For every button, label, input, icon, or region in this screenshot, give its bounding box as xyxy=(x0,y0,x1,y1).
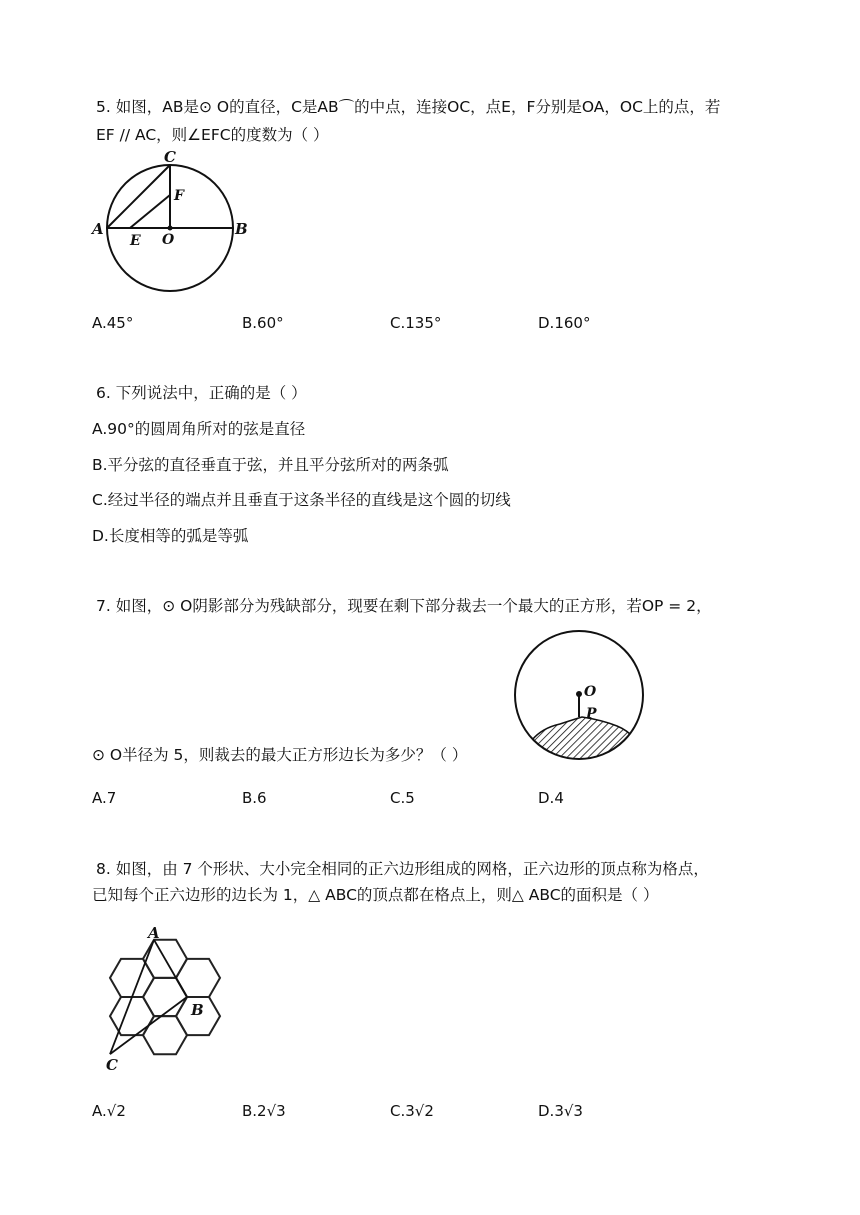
q6-option-b[interactable]: B.平分弦的直径垂直于弦，并且平分弦所对的两条弧 xyxy=(92,456,449,474)
q7-stem-line2: ⊙ O半径为 5，则裁去的最大正方形边长为多少？（ ） xyxy=(92,746,468,764)
q7-option-a[interactable]: A.7 xyxy=(92,789,117,807)
q7-option-b[interactable]: B.6 xyxy=(242,789,267,807)
label-o: O xyxy=(584,684,597,700)
q7-option-c[interactable]: C.5 xyxy=(390,789,415,807)
q5-stem-line2: EF // AC，则∠EFC的度数为（ ） xyxy=(96,126,329,144)
q5-stem-line1: 5. 如图，AB是⊙ O的直径，C是AB⌒的中点，连接OC，点E，F分别是OA，OC上的点，若 xyxy=(96,98,721,116)
q7-option-d[interactable]: D.4 xyxy=(538,789,564,807)
q7-figure-circle-diagram xyxy=(512,628,648,764)
q8-option-a[interactable]: A.√2 xyxy=(92,1102,126,1120)
label-a: A xyxy=(92,220,104,238)
q6-option-a[interactable]: A.90°的圆周角所对的弦是直径 xyxy=(92,420,306,438)
q5-option-d[interactable]: D.160° xyxy=(538,314,591,332)
q8-option-d[interactable]: D.3√3 xyxy=(538,1102,583,1120)
q5-option-a[interactable]: A.45° xyxy=(92,314,134,332)
q7-stem-line1: 7. 如图，⊙ O阴影部分为残缺部分，现要在剩下部分裁去一个最大的正方形，若OP = 2， xyxy=(96,597,712,615)
q8-stem-line2: 已知每个正六边形的边长为 1，△ ABC的顶点都在格点上，则△ ABC的面积是（ ） xyxy=(92,886,659,904)
q8-option-b[interactable]: B.2√3 xyxy=(242,1102,286,1120)
q6-stem: 6. 下列说法中，正确的是（ ） xyxy=(96,384,307,402)
q8-option-c[interactable]: C.3√2 xyxy=(390,1102,434,1120)
hexagon-cell xyxy=(110,997,154,1035)
q5-option-b[interactable]: B.60° xyxy=(242,314,284,332)
center-point-o xyxy=(168,226,173,231)
q6-option-c[interactable]: C.经过半径的端点并且垂直于这条半径的直线是这个圆的切线 xyxy=(92,491,511,509)
label-b: B xyxy=(235,220,248,238)
label-a: A xyxy=(148,923,160,942)
label-c: C xyxy=(164,148,176,166)
q8-figure-hexagon-grid xyxy=(92,915,238,1080)
label-f: F xyxy=(174,188,184,204)
hexagon-cell xyxy=(110,959,154,997)
hexagon-cell xyxy=(176,959,220,997)
label-p: P xyxy=(586,706,597,722)
shaded-missing-region xyxy=(522,717,634,764)
q8-stem-line1: 8. 如图，由 7 个形状、大小完全相同的正六边形组成的网格，正六边形的顶点称为格点， xyxy=(96,860,709,878)
label-o: O xyxy=(162,232,175,248)
q5-figure-circle-diagram xyxy=(90,145,260,295)
q5-option-c[interactable]: C.135° xyxy=(390,314,442,332)
label-c: C xyxy=(106,1056,118,1075)
label-e: E xyxy=(130,233,141,249)
label-b: B xyxy=(191,1001,204,1019)
q6-option-d[interactable]: D.长度相等的弧是等弧 xyxy=(92,527,249,545)
center-point-o xyxy=(576,691,582,697)
